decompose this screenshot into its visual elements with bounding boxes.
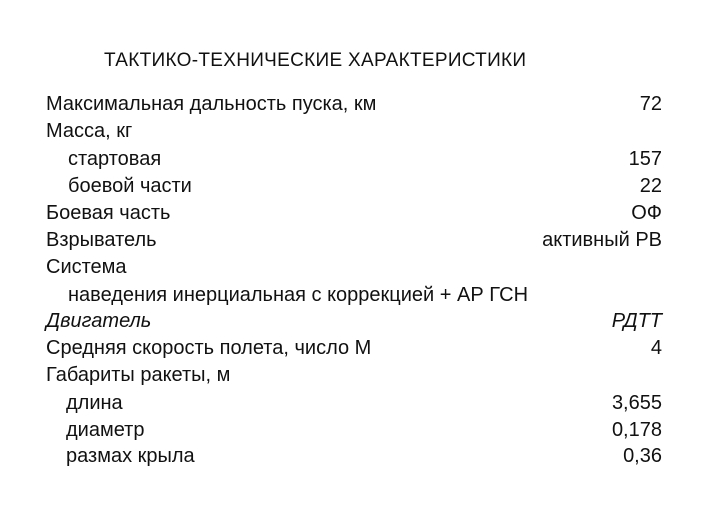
page-title: ТАКТИКО-ТЕХНИЧЕСКИЕ ХАРАКТЕРИСТИКИ [104, 50, 527, 71]
spec-value: 3,655 [611, 392, 662, 414]
spec-value: 157 [628, 148, 662, 170]
spec-row-dimensions-header [0, 363, 702, 390]
spec-value: РДТТ [611, 310, 662, 332]
spec-value: 0,178 [611, 419, 662, 441]
spec-label: Средняя скорость полета, число М [46, 337, 372, 359]
spec-label: Габариты ракеты, м [46, 364, 231, 386]
spec-row-speed [0, 336, 702, 363]
spec-row-length [0, 391, 702, 418]
spec-row-mass-header [0, 119, 702, 146]
spec-row-diameter [0, 418, 702, 445]
spec-label: наведения инерциальная с коррекцией + АР ГСН [68, 284, 529, 306]
spec-row-system-header [0, 255, 702, 282]
spec-row-wingspan [0, 444, 702, 471]
spec-label: длина [66, 392, 123, 414]
spec-value: 22 [639, 175, 662, 197]
spec-label: Масса, кг [46, 120, 133, 142]
spec-row-warhead-mass [0, 174, 702, 201]
spec-label: стартовая [68, 148, 162, 170]
spec-label: Система [46, 256, 127, 278]
spec-label: размах крыла [66, 445, 195, 467]
spec-row-engine [0, 309, 702, 336]
spec-value: ОФ [631, 202, 662, 224]
spec-value: 0,36 [623, 445, 662, 467]
spec-row-fuze [0, 228, 702, 255]
spec-label: Двигатель [46, 310, 152, 332]
spec-label: Боевая часть [46, 202, 171, 224]
spec-label: Взрыватель [46, 229, 157, 251]
spec-value: 4 [650, 337, 662, 359]
spec-value: активный РВ [542, 229, 662, 251]
spec-value: 72 [639, 93, 662, 115]
spec-row-max-range [0, 92, 702, 119]
spec-label: Максимальная дальность пуска, км [46, 93, 377, 115]
spec-label: боевой части [68, 175, 192, 197]
spec-row-guidance [0, 283, 702, 310]
spec-label: диаметр [66, 419, 145, 441]
spec-row-warhead [0, 201, 702, 228]
spec-row-launch-mass [0, 147, 702, 174]
